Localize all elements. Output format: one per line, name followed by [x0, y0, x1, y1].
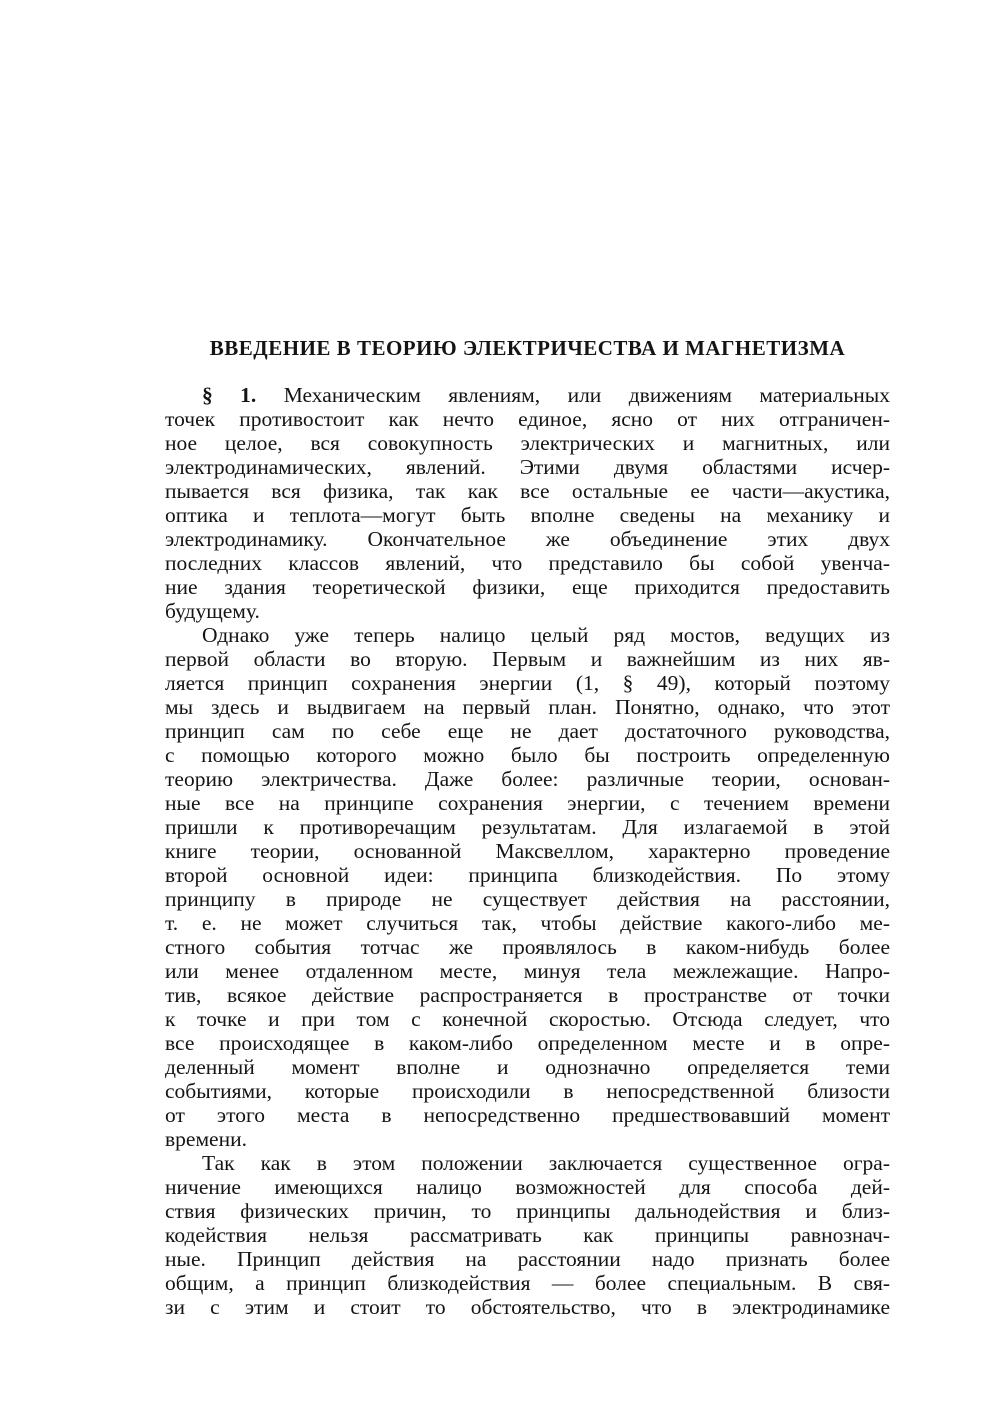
text-line: ное целое, вся совокупность электрических и магнитных, или [165, 431, 890, 455]
text-line: времени. [165, 1127, 247, 1151]
text-line: электродинамику. Окончательное же объединение этих двух [165, 527, 890, 551]
text-line: книге теории, основанной Максвеллом, характерно проведение [165, 839, 890, 863]
text-line: § 1. Механическим явлениям, или движениям материальных [202, 383, 890, 407]
text-line: событиями, которые происходили в непосредственной близости [165, 1079, 890, 1103]
text-line: ние здания теоретической физики, еще приходится предоставить [165, 575, 890, 599]
text-line: т. е. не может случиться так, чтобы действие какого-либо ме- [165, 911, 890, 935]
text-line: второй основной идеи: принципа близкодействия. По этому [165, 863, 890, 887]
text-line: с помощью которого можно было бы построить определенную [165, 743, 890, 767]
text-line: тив, всякое действие распространяется в пространстве от точки [165, 983, 890, 1007]
text-line: ляется принцип сохранения энергии (1, § 49), который поэтому [165, 671, 890, 695]
text-line: первой области во вторую. Первым и важнейшим из них яв- [165, 647, 890, 671]
text-line: деленный момент вполне и однозначно определяется теми [165, 1055, 890, 1079]
text-line: кодействия нельзя рассматривать как принципы равнознач- [165, 1223, 890, 1247]
page-title: ВВЕДЕНИЕ В ТЕОРИЮ ЭЛЕКТРИЧЕСТВА И МАГНЕТИЗМА [209, 336, 846, 360]
text-line: от этого места в непосредственно предшествовавший момент [165, 1103, 890, 1127]
text-line: принцип сам по себе еще не дает достаточного руководства, [165, 719, 890, 743]
text-line: все происходящее в каком-либо определенном месте и в опре- [165, 1031, 890, 1055]
text-line: последних классов явлений, что представило бы собой увенча- [165, 551, 890, 575]
text-line: ные все на принципе сохранения энергии, с течением времени [165, 791, 890, 815]
text-line: теорию электричества. Даже более: различные теории, основан- [165, 767, 890, 791]
text-line: ничение имеющихся налицо возможностей для способа дей- [165, 1175, 890, 1199]
text-line: пывается вся физика, так как все остальные ее части—акустика, [165, 479, 890, 503]
text-line: будущему. [165, 599, 260, 623]
text-line: Однако уже теперь налицо целый ряд мостов, ведущих из [202, 623, 890, 647]
text-line: пришли к противоречащим результатам. Для излагаемой в этой [165, 815, 890, 839]
text-line: зи с этим и стоит то обстоятельство, что в электродинамике [165, 1295, 890, 1319]
text-line: электродинамических, явлений. Этими двумя областями исчер- [165, 455, 890, 479]
section-number: § 1. [202, 383, 257, 407]
text-line: общим, а принцип близкодействия — более специальным. В свя- [165, 1271, 890, 1295]
text-line: или менее отдаленном месте, минуя тела межлежащие. Напро- [165, 959, 890, 983]
text-line: ные. Принцип действия на расстоянии надо признать более [165, 1247, 890, 1271]
text-line: точек противостоит как нечто единое, ясно от них отграничен- [165, 407, 890, 431]
text-line: стного события тотчас же проявлялось в каком-нибудь более [165, 935, 890, 959]
text-line: ствия физических причин, то принципы дальнодействия и близ- [165, 1199, 890, 1223]
text-line: мы здесь и выдвигаем на первый план. Понятно, однако, что этот [165, 695, 890, 719]
text-line: оптика и теплота—могут быть вполне сведены на механику и [165, 503, 890, 527]
text-line: к точке и при том с конечной скоростью. Отсюда следует, что [165, 1007, 890, 1031]
text-line: Так как в этом положении заключается существенное огра- [202, 1151, 890, 1175]
text-line: принципу в природе не существует действия на расстоянии, [165, 887, 890, 911]
